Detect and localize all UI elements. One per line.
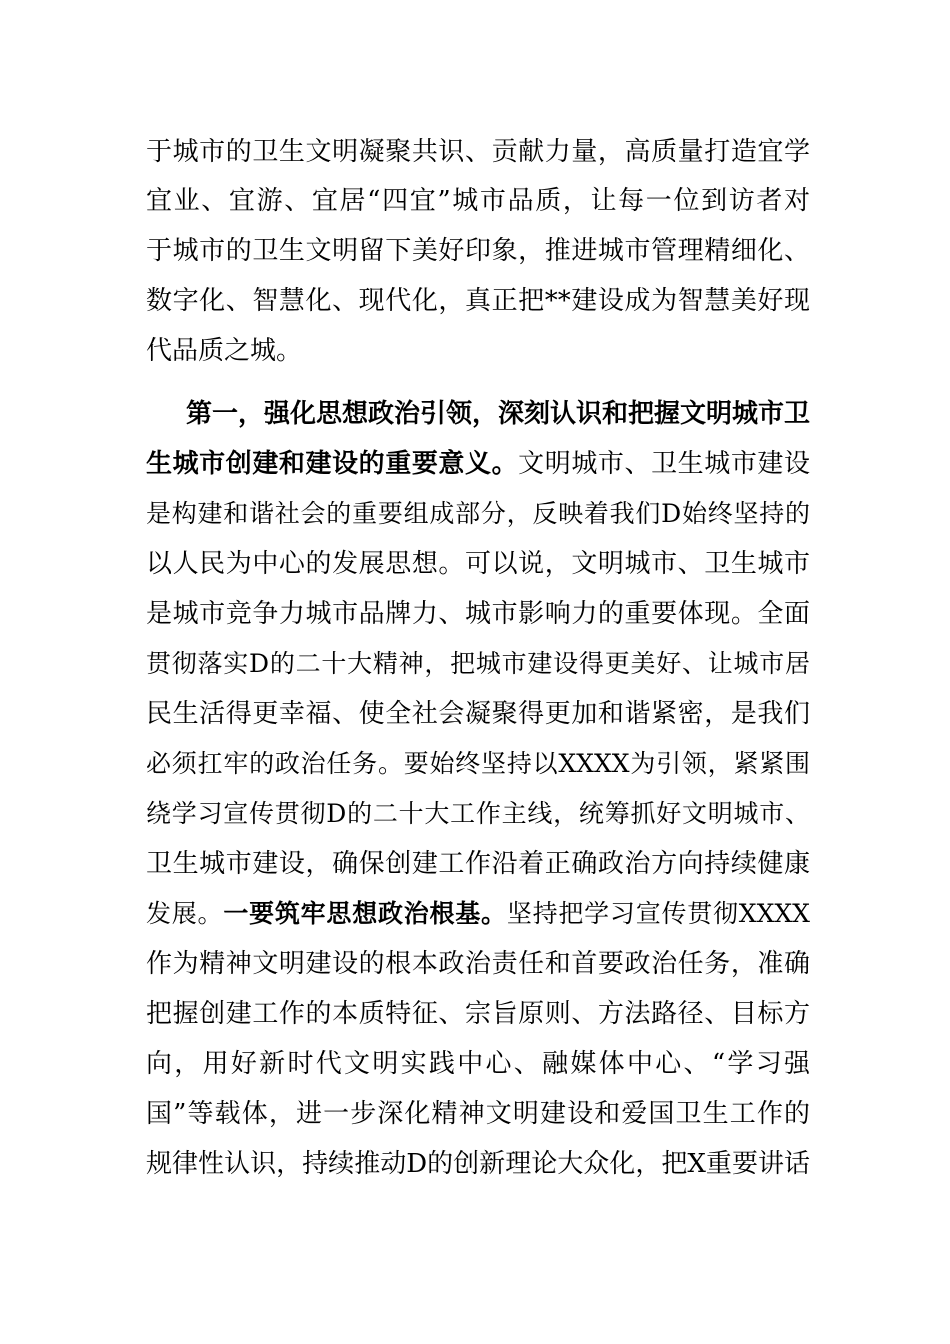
paragraph-1-line-3: 于城市的卫生文明留下美好印象，推进城市管理精细化、 [146,236,810,266]
paragraph-2-line-8: 必须扛牢的政治任务。要始终坚持以XXXX为引领，紧紧围 [146,749,810,778]
paragraph-2-heading-end: 生城市创建和建设的重要意义。 [146,449,519,479]
paragraph-2-line-14: 向，用好新时代文明实践中心、融媒体中心、“学习强 [146,1049,810,1079]
paragraph-2-line-9: 绕学习宣传贯彻D的二十大工作主线，统筹抓好文明城市、 [146,799,810,828]
paragraph-2-line-12: 作为精神文明建设的根本政治责任和首要政治任务，准确 [146,949,810,979]
paragraph-2-line-3: 是构建和谐社会的重要组成部分，反映着我们D始终坚持的 [146,499,810,528]
subheading-one: 一要筑牢思想政治根基。 [223,899,507,928]
paragraph-2-line-6: 贯彻落实D的二十大精神，把城市建设得更美好、让城市居 [146,649,810,678]
paragraph-1-line-2: 宜业、宜游、宜居“四宜”城市品质，让每一位到访者对 [146,186,810,216]
paragraph-2-line-4: 以人民为中心的发展思想。可以说，文明城市、卫生城市 [146,549,810,579]
paragraph-2-line-11 [146,894,810,934]
paragraph-2-line-13: 把握创建工作的本质特征、宗旨原则、方法路径、目标方 [146,999,810,1029]
paragraph-2-line-2-text: 文明城市、卫生城市建设 [518,449,810,479]
paragraph-2-line-11-rest: 坚持把学习宣传贯彻XXXX [506,899,810,928]
paragraph-1-line-5: 代品质之城。 [146,336,303,366]
paragraph-2-line-15: 国”等载体，进一步深化精神文明建设和爱国卫生工作的 [146,1099,810,1129]
paragraph-2-heading-line-1: 第一，强化思想政治引领，深刻认识和把握文明城市卫 [186,399,811,429]
paragraph-1-line-1: 于城市的卫生文明凝聚共识、贡献力量，高质量打造宜学 [146,137,810,167]
paragraph-2-line-2 [146,444,810,484]
paragraph-2-line-11-start: 发展。 [146,899,224,928]
paragraph-2-line-7: 民生活得更幸福、使全社会凝聚得更加和谐紧密，是我们 [146,699,810,729]
paragraph-1-line-4: 数字化、智慧化、现代化，真正把**建设成为智慧美好现 [146,286,810,316]
paragraph-2-line-10: 卫生城市建设，确保创建工作沿着正确政治方向持续健康 [146,849,810,879]
paragraph-2-line-16: 规律性认识，持续推动D的创新理论大众化，把X重要讲话 [146,1149,810,1179]
paragraph-2-line-5: 是城市竞争力城市品牌力、城市影响力的重要体现。全面 [146,599,810,629]
